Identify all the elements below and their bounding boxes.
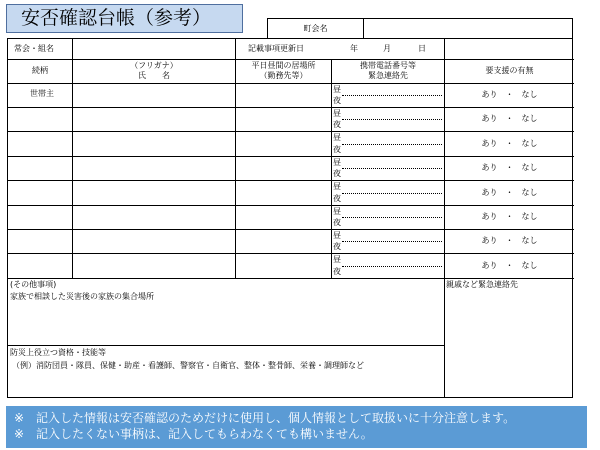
day-contact-label: 昼 (333, 85, 341, 94)
workplace-header: （勤務先等） (259, 71, 308, 80)
relation-cell: 世帯主 (30, 89, 54, 98)
furigana-header: （フリガナ） (130, 61, 178, 70)
privacy-notice (6, 406, 587, 448)
day-contact-label: 昼 (333, 255, 341, 264)
night-contact-label: 夜 (333, 169, 341, 178)
day-contact-label: 昼 (333, 182, 341, 191)
name-header: 氏 名 (138, 71, 170, 80)
town-name-label: 町会名 (268, 19, 364, 38)
day-label: 日 (418, 44, 426, 53)
phone-header: 携帯電話番号等 (360, 61, 416, 70)
skills-example: （例）消防団員・隊員、保健・助産・看護師、警察官・自衛官、整体・整骨師、栄養・調理師など (12, 361, 364, 370)
day-contact-label: 昼 (333, 231, 341, 240)
support-option[interactable]: あり ・ なし (481, 90, 538, 99)
town-name-value[interactable] (364, 19, 572, 38)
night-contact-label: 夜 (333, 120, 341, 129)
safety-ledger-form (7, 38, 573, 398)
page-title: 安否確認台帳（参考） (6, 4, 243, 33)
support-option[interactable]: あり ・ なし (481, 212, 538, 221)
skills-label: 防災上役立つ資格・技能等 (10, 348, 106, 357)
gathering-place-label: 家族で相談した災害後の家族の集合場所 (10, 292, 154, 301)
night-contact-label: 夜 (333, 145, 341, 154)
updated-date-label: 記載事項更新日 (248, 44, 304, 53)
day-contact-label: 昼 (333, 158, 341, 167)
day-contact-label: 昼 (333, 109, 341, 118)
support-option[interactable]: あり ・ なし (481, 236, 538, 245)
relation-header: 続柄 (32, 66, 48, 75)
notice-line: ※ 記入したくない事柄は、記入してもらわなくても構いません。 (14, 427, 373, 441)
association-name-label: 常会・組名 (14, 44, 54, 53)
daytime-place-header: 平日昼間の居場所 (251, 61, 316, 70)
night-contact-label: 夜 (333, 267, 341, 276)
support-option[interactable]: あり ・ なし (481, 139, 538, 148)
day-contact-label: 昼 (333, 207, 341, 216)
day-contact-label: 昼 (333, 133, 341, 142)
night-contact-label: 夜 (333, 218, 341, 227)
night-contact-label: 夜 (333, 96, 341, 105)
support-option[interactable]: あり ・ なし (481, 114, 538, 123)
night-contact-label: 夜 (333, 194, 341, 203)
emergency-contact-header: 緊急連絡先 (368, 71, 408, 80)
support-needed-header: 要支援の有無 (485, 66, 534, 75)
notice-line: ※ 記入した情報は安否確認のためだけに使用し、個人情報として取扱いに十分注意します。 (14, 411, 516, 425)
town-name-field (267, 18, 573, 38)
support-option[interactable]: あり ・ なし (481, 261, 538, 270)
support-option[interactable]: あり ・ なし (481, 188, 538, 197)
month-label: 月 (383, 44, 391, 53)
relatives-contact-label: 親戚など緊急連絡先 (446, 280, 518, 289)
other-notes-label: (その他事項) (10, 280, 57, 289)
night-contact-label: 夜 (333, 242, 341, 251)
support-option[interactable]: あり ・ なし (481, 163, 538, 172)
year-label: 年 (350, 44, 358, 53)
